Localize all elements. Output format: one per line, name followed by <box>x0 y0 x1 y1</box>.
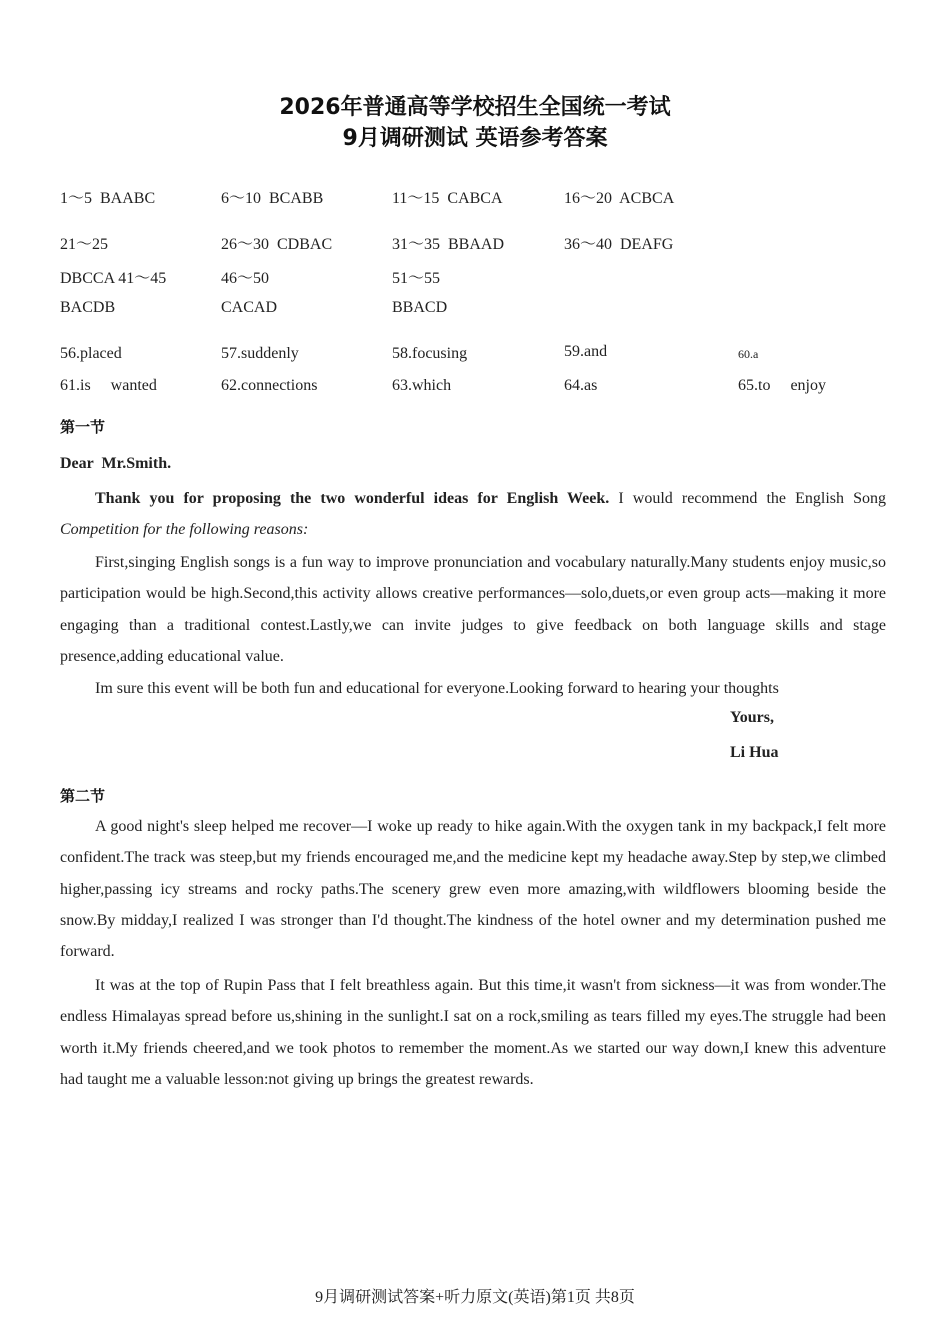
answer-cell: 64.as <box>564 377 598 394</box>
answer-cell: DBCCA 41～45 <box>60 270 167 287</box>
answer-cell: 6～10 BCABB <box>221 190 324 207</box>
letter-p1-rest: I would recommend the English Song <box>609 490 886 507</box>
answer-cell: 56.placed <box>60 345 122 362</box>
answer-cell: 46～50 <box>221 270 270 287</box>
answer-cell: 60.a <box>738 347 759 361</box>
answer-cell: 11～15 CABCA <box>392 190 503 207</box>
answer-cell: 58.focusing <box>392 345 468 362</box>
letter-closing: Yours, <box>730 709 775 726</box>
answer-cell: 61.is wanted <box>60 377 157 394</box>
page-title-line2: 9月调研测试 英语参考答案 <box>342 126 608 151</box>
answer-cell: CACAD <box>221 299 278 316</box>
letter-paragraph-2: First,singing English songs is a fun way to improve pronunciation and vocabulary naturally.Many students enjoy music,so participation would be high.Second,this activity allows creative performances—solo,duets,or even group acts—making it more engaging than a traditional contest.Lastly,we can invite judges to give feedback on both language skills and stage presence,adding educational value. <box>60 554 886 665</box>
letter-p1-bold: Thank you for proposing the two wonderful ideas for English Week. <box>95 490 610 507</box>
answer-cell: 31～35 BBAAD <box>392 236 505 253</box>
answer-cell: 16～20 ACBCA <box>564 190 675 207</box>
answer-cell: 26～30 CDBAC <box>221 236 333 253</box>
answer-cell: 21～25 <box>60 236 109 253</box>
answer-cell: 59.and <box>564 343 608 360</box>
letter-signature: Li Hua <box>730 744 779 761</box>
answer-cell: 1～5 BAABC <box>60 190 156 207</box>
answer-cell: 65.to enjoy <box>738 377 826 394</box>
letter-p1-italic: Competition for the following reasons: <box>60 521 309 539</box>
answer-cell: BBACD <box>392 299 448 316</box>
answer-cell: 57.suddenly <box>221 345 299 362</box>
story-paragraph-2: It was at the top of Rupin Pass that I felt breathless again. But this time,it wasn't from sickness—it was from wonder.The endless Himalayas spread before us,shining in the sunlight.I sat on a rock,smiling as tears filled my eyes.The struggle had been worth it.My friends cheered,and we took photos to remember the moment.As we started our way down,I knew this adventure had taught me a valuable lesson:not giving up brings the greatest rewards. <box>60 977 886 1088</box>
section1-heading: 第一节 <box>60 418 106 436</box>
page-title-line1: 2026年普通高等学校招生全国统一考试 <box>279 95 671 120</box>
story-paragraph-1: A good night's sleep helped me recover—I woke up ready to hike again.With the oxygen tank in my backpack,I felt more confident.The track was steep,but my friends encouraged me,and the medicine kept my headache away.Step by step,we climbed higher,passing icy streams and rocky paths.The scenery grew even more amazing,with wildflowers blooming beside the snow.By midday,I realized I was stronger than I'd thought.The kindness of the hotel owner and my determination pushed me forward. <box>60 818 886 961</box>
letter-salutation: Dear Mr.Smith. <box>60 455 172 472</box>
letter-paragraph-3: Im sure this event will be both fun and educational for everyone.Looking forward to hearing your thoughts <box>95 680 779 697</box>
answer-cell: 51～55 <box>392 270 441 287</box>
answer-cell: 36～40 DEAFG <box>564 236 674 253</box>
answer-cell: 62.connections <box>221 377 318 394</box>
answer-cell: 63.which <box>392 377 452 394</box>
letter-paragraph-1 <box>60 483 886 546</box>
answer-cell: BACDB <box>60 299 116 316</box>
page-footer: 9月调研测试答案+听力原文(英语)第1页 共8页 <box>315 1289 635 1306</box>
section2-heading: 第二节 <box>60 787 106 805</box>
